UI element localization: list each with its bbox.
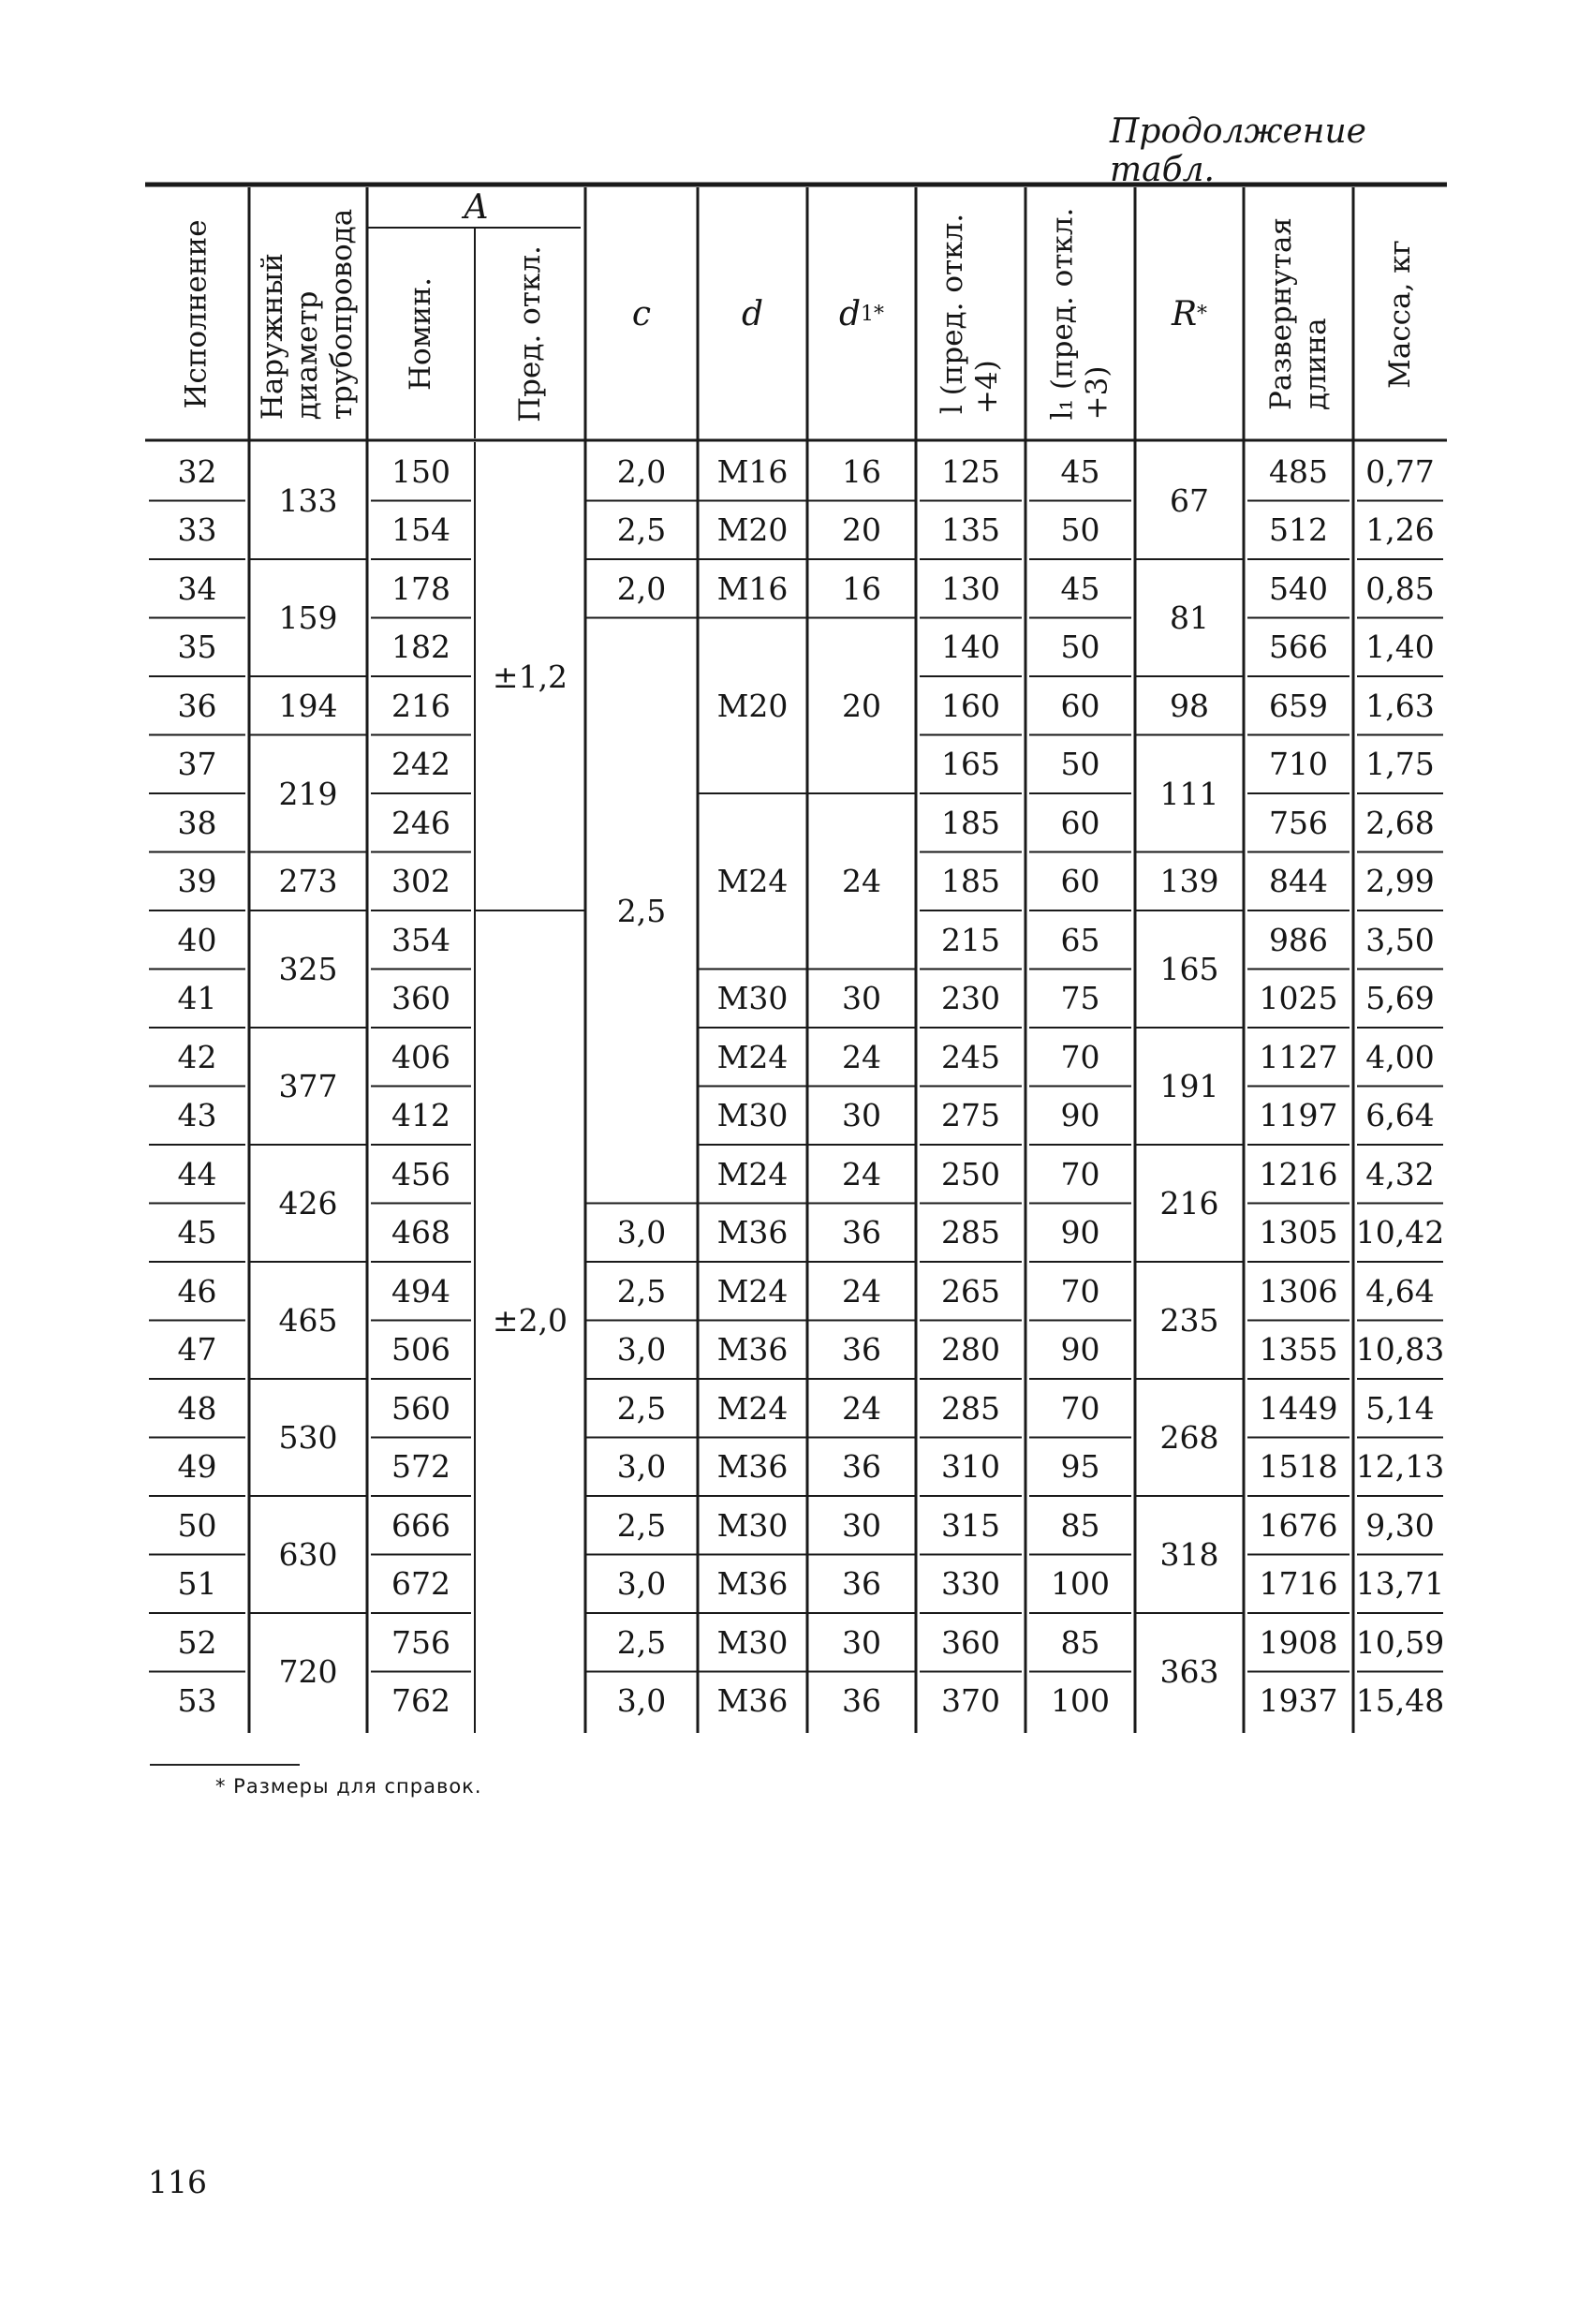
cell-len: 844 (1269, 863, 1328, 900)
cell-l: 140 (941, 629, 1000, 666)
cell-l: 165 (941, 746, 1000, 783)
footnote: * Размеры для справок. (215, 1775, 482, 1798)
cell-isp: 42 (177, 1038, 217, 1075)
header-l1: l₁ (пред. откл. +3) (1045, 207, 1114, 421)
cell-A: 456 (391, 1155, 450, 1192)
cell-l: 125 (941, 452, 1000, 490)
cell-diameter: 377 (278, 1068, 338, 1104)
cell-isp: 40 (177, 921, 217, 958)
cell-l1: 50 (1060, 629, 1100, 666)
cell-isp: 43 (177, 1097, 217, 1134)
cell-mass: 9,30 (1365, 1506, 1435, 1544)
header-c: c (631, 294, 652, 333)
cell-d: M30 (716, 1097, 789, 1134)
cell-d1: 24 (842, 1038, 881, 1075)
cell-len: 1355 (1259, 1331, 1338, 1369)
cell-isp: 41 (177, 980, 217, 1017)
cell-d1: 36 (842, 1214, 881, 1251)
cell-mass: 0,77 (1365, 452, 1435, 490)
cell-R: 268 (1159, 1419, 1219, 1456)
cell-A: 360 (391, 980, 450, 1017)
cell-l1: 50 (1060, 746, 1100, 783)
cell-l: 265 (941, 1272, 1000, 1310)
cell-l1: 65 (1060, 921, 1100, 958)
cell-deviation: ±1,2 (492, 658, 568, 695)
header-l: l (пред. откл. +4) (936, 213, 1005, 415)
cell-l1: 60 (1060, 863, 1100, 900)
cell-d1: 36 (842, 1448, 881, 1486)
cell-l: 285 (941, 1214, 1000, 1251)
cell-l1: 70 (1060, 1389, 1100, 1427)
cell-mass: 2,99 (1365, 863, 1435, 900)
cell-A: 150 (391, 452, 450, 490)
cell-diameter: 465 (278, 1302, 338, 1339)
cell-l1: 70 (1060, 1038, 1100, 1075)
cell-R: 216 (1159, 1185, 1219, 1221)
footnote-rule (150, 1764, 300, 1766)
cell-mass: 4,64 (1365, 1272, 1435, 1310)
cell-A: 242 (391, 746, 450, 783)
cell-l: 250 (941, 1155, 1000, 1192)
cell-R: 235 (1159, 1302, 1219, 1339)
cell-l: 275 (941, 1097, 1000, 1134)
header-A-dev: Пред. откл. (512, 245, 547, 422)
cell-d1: 30 (842, 1623, 881, 1661)
cell-A: 572 (391, 1448, 450, 1486)
cell-mass: 5,14 (1365, 1389, 1435, 1427)
cell-d1: 36 (842, 1565, 881, 1603)
cell-R: 139 (1159, 863, 1219, 900)
cell-isp: 50 (177, 1506, 217, 1544)
cell-isp: 38 (177, 804, 217, 841)
cell-isp: 46 (177, 1272, 217, 1310)
cell-d1: 30 (842, 980, 881, 1017)
cell-l: 330 (941, 1565, 1000, 1603)
cell-c: 3,0 (616, 1214, 667, 1251)
cell-A: 560 (391, 1389, 450, 1427)
header-d1: d 1 * (838, 294, 885, 333)
header-R: R * (1171, 294, 1208, 333)
cell-l: 230 (941, 980, 1000, 1017)
cell-mass: 1,40 (1365, 629, 1435, 666)
cell-l: 310 (941, 1448, 1000, 1486)
cell-d: M30 (716, 980, 789, 1017)
cell-l1: 90 (1060, 1214, 1100, 1251)
cell-mass: 5,69 (1365, 980, 1435, 1017)
cell-diameter: 273 (278, 863, 338, 900)
cell-isp: 45 (177, 1214, 217, 1251)
cell-mass: 6,64 (1365, 1097, 1435, 1134)
cell-l1: 75 (1060, 980, 1100, 1017)
cell-diameter: 219 (278, 775, 338, 812)
cell-len: 1676 (1259, 1506, 1338, 1544)
cell-l: 130 (941, 570, 1000, 607)
cell-mass: 10,59 (1355, 1623, 1445, 1661)
cell-diameter: 530 (278, 1419, 338, 1456)
cell-c: 2,5 (616, 1623, 667, 1661)
cell-R: 111 (1159, 775, 1219, 812)
cell-d: M16 (716, 570, 789, 607)
cell-len: 1306 (1259, 1272, 1338, 1310)
cell-d: M24 (716, 1389, 789, 1427)
cell-l: 315 (941, 1506, 1000, 1544)
cell-mass: 1,63 (1365, 687, 1435, 724)
cell-len: 1518 (1259, 1448, 1338, 1486)
cell-len: 1908 (1259, 1623, 1338, 1661)
cell-l1: 85 (1060, 1623, 1100, 1661)
cell-d1: 24 (842, 1272, 881, 1310)
cell-l: 245 (941, 1038, 1000, 1075)
cell-d: M36 (716, 1331, 789, 1369)
cell-l: 185 (941, 863, 1000, 900)
cell-d1: 20 (842, 511, 881, 549)
cell-A: 178 (391, 570, 450, 607)
cell-d1: 30 (842, 1097, 881, 1134)
cell-len: 540 (1269, 570, 1328, 607)
cell-l1: 100 (1051, 1565, 1110, 1603)
cell-len: 1216 (1259, 1155, 1338, 1192)
cell-d1: 24 (842, 1155, 881, 1192)
cell-mass: 13,71 (1355, 1565, 1445, 1603)
cell-R: 363 (1159, 1653, 1219, 1690)
cell-d: M24 (716, 863, 789, 900)
cell-mass: 4,00 (1365, 1038, 1435, 1075)
cell-isp: 52 (177, 1623, 217, 1661)
cell-mass: 1,75 (1365, 746, 1435, 783)
cell-l: 285 (941, 1389, 1000, 1427)
cell-d: M36 (716, 1214, 789, 1251)
cell-isp: 47 (177, 1331, 217, 1369)
cell-l: 370 (941, 1682, 1000, 1720)
cell-l: 215 (941, 921, 1000, 958)
cell-l1: 70 (1060, 1272, 1100, 1310)
cell-c: 2,5 (616, 511, 667, 549)
cell-A: 246 (391, 804, 450, 841)
cell-c: 2,0 (616, 570, 667, 607)
cell-l1: 60 (1060, 804, 1100, 841)
cell-c: 2,5 (616, 1506, 667, 1544)
cell-l: 280 (941, 1331, 1000, 1369)
cell-A: 406 (391, 1038, 450, 1075)
cell-deviation: ±2,0 (492, 1302, 568, 1339)
cell-R: 98 (1170, 687, 1209, 724)
cell-d: M36 (716, 1682, 789, 1720)
header-ispolnenie: Исполнение (179, 218, 214, 409)
cell-A: 506 (391, 1331, 450, 1369)
cell-mass: 12,13 (1355, 1448, 1445, 1486)
cell-R: 67 (1170, 482, 1209, 519)
cell-d: M24 (716, 1038, 789, 1075)
cell-mass: 10,42 (1355, 1214, 1445, 1251)
cell-mass: 3,50 (1365, 921, 1435, 958)
cell-l1: 45 (1060, 452, 1100, 490)
cell-c: 2,5 (616, 1389, 667, 1427)
cell-A: 302 (391, 863, 450, 900)
cell-c: 2,5 (616, 1272, 667, 1310)
header-A-nomin: Номин. (404, 277, 437, 391)
cell-len: 1449 (1259, 1389, 1338, 1427)
cell-d1: 16 (842, 570, 881, 607)
cell-A: 762 (391, 1682, 450, 1720)
cell-isp: 39 (177, 863, 217, 900)
cell-R: 318 (1159, 1536, 1219, 1573)
cell-d1: 24 (842, 863, 881, 900)
cell-d: M36 (716, 1448, 789, 1486)
cell-A: 354 (391, 921, 450, 958)
cell-len: 986 (1269, 921, 1328, 958)
cell-l1: 50 (1060, 511, 1100, 549)
cell-l1: 60 (1060, 687, 1100, 724)
cell-A: 216 (391, 687, 450, 724)
cell-isp: 33 (177, 511, 217, 549)
cell-A: 756 (391, 1623, 450, 1661)
cell-l1: 90 (1060, 1097, 1100, 1134)
cell-c: 3,0 (616, 1682, 667, 1720)
cell-isp: 49 (177, 1448, 217, 1486)
cell-d1: 20 (842, 687, 881, 724)
cell-diameter: 325 (278, 951, 338, 987)
cell-l1: 45 (1060, 570, 1100, 607)
cell-R: 165 (1159, 951, 1219, 987)
cell-d: M24 (716, 1155, 789, 1192)
cell-d1: 24 (842, 1389, 881, 1427)
cell-len: 566 (1269, 629, 1328, 666)
cell-len: 710 (1269, 746, 1328, 783)
cell-isp: 36 (177, 687, 217, 724)
cell-d: M30 (716, 1506, 789, 1544)
cell-A: 666 (391, 1506, 450, 1544)
cell-mass: 10,83 (1355, 1331, 1445, 1369)
cell-c: 2,5 (616, 892, 667, 929)
header-length: Развернутая длина (1263, 217, 1333, 410)
cell-c: 3,0 (616, 1565, 667, 1603)
header-mass: Масса, кг (1382, 239, 1417, 389)
cell-l1: 90 (1060, 1331, 1100, 1369)
cell-d: M24 (716, 1272, 789, 1310)
cell-len: 756 (1269, 804, 1328, 841)
cell-l: 160 (941, 687, 1000, 724)
cell-A: 494 (391, 1272, 450, 1310)
cell-len: 512 (1269, 511, 1328, 549)
cell-isp: 51 (177, 1565, 217, 1603)
cell-mass: 15,48 (1355, 1682, 1445, 1720)
cell-R: 191 (1159, 1068, 1219, 1104)
cell-len: 1127 (1259, 1038, 1338, 1075)
cell-isp: 37 (177, 746, 217, 783)
cell-A: 154 (391, 511, 450, 549)
cell-diameter: 194 (278, 687, 338, 724)
cell-diameter: 159 (278, 600, 338, 636)
page-number: 116 (148, 2164, 207, 2200)
continuation-title: Продолжение табл. (1110, 112, 1366, 189)
cell-isp: 34 (177, 570, 217, 607)
cell-l: 360 (941, 1623, 1000, 1661)
cell-len: 1025 (1259, 980, 1338, 1017)
cell-d1: 36 (842, 1331, 881, 1369)
cell-mass: 2,68 (1365, 804, 1435, 841)
cell-d: M16 (716, 452, 789, 490)
cell-diameter: 426 (278, 1185, 338, 1221)
cell-len: 1716 (1259, 1565, 1338, 1603)
cell-A: 672 (391, 1565, 450, 1603)
cell-isp: 35 (177, 629, 217, 666)
cell-len: 1937 (1259, 1682, 1338, 1720)
cell-diameter: 630 (278, 1536, 338, 1573)
cell-R: 81 (1170, 600, 1209, 636)
cell-mass: 1,26 (1365, 511, 1435, 549)
cell-A: 182 (391, 629, 450, 666)
cell-len: 485 (1269, 452, 1328, 490)
cell-d: M20 (716, 687, 789, 724)
header-diameter: Наружный диаметр трубопровода (256, 208, 360, 420)
cell-isp: 44 (177, 1155, 217, 1192)
cell-l: 185 (941, 804, 1000, 841)
cell-l1: 100 (1051, 1682, 1110, 1720)
cell-l1: 95 (1060, 1448, 1100, 1486)
cell-isp: 32 (177, 452, 217, 490)
header-d: d (741, 294, 764, 333)
cell-isp: 53 (177, 1682, 217, 1720)
cell-A: 468 (391, 1214, 450, 1251)
cell-mass: 4,32 (1365, 1155, 1435, 1192)
header-A: A (464, 188, 489, 227)
cell-d: M20 (716, 511, 789, 549)
cell-d1: 36 (842, 1682, 881, 1720)
cell-d1: 16 (842, 452, 881, 490)
cell-A: 412 (391, 1097, 450, 1134)
cell-len: 659 (1269, 687, 1328, 724)
cell-diameter: 720 (278, 1653, 338, 1690)
cell-d: M30 (716, 1623, 789, 1661)
cell-c: 2,0 (616, 452, 667, 490)
cell-isp: 48 (177, 1389, 217, 1427)
cell-d1: 30 (842, 1506, 881, 1544)
cell-len: 1197 (1259, 1097, 1338, 1134)
cell-len: 1305 (1259, 1214, 1338, 1251)
cell-d: M36 (716, 1565, 789, 1603)
cell-l1: 85 (1060, 1506, 1100, 1544)
cell-c: 3,0 (616, 1448, 667, 1486)
cell-diameter: 133 (278, 482, 338, 519)
cell-c: 3,0 (616, 1331, 667, 1369)
cell-l: 135 (941, 511, 1000, 549)
cell-mass: 0,85 (1365, 570, 1435, 607)
cell-l1: 70 (1060, 1155, 1100, 1192)
